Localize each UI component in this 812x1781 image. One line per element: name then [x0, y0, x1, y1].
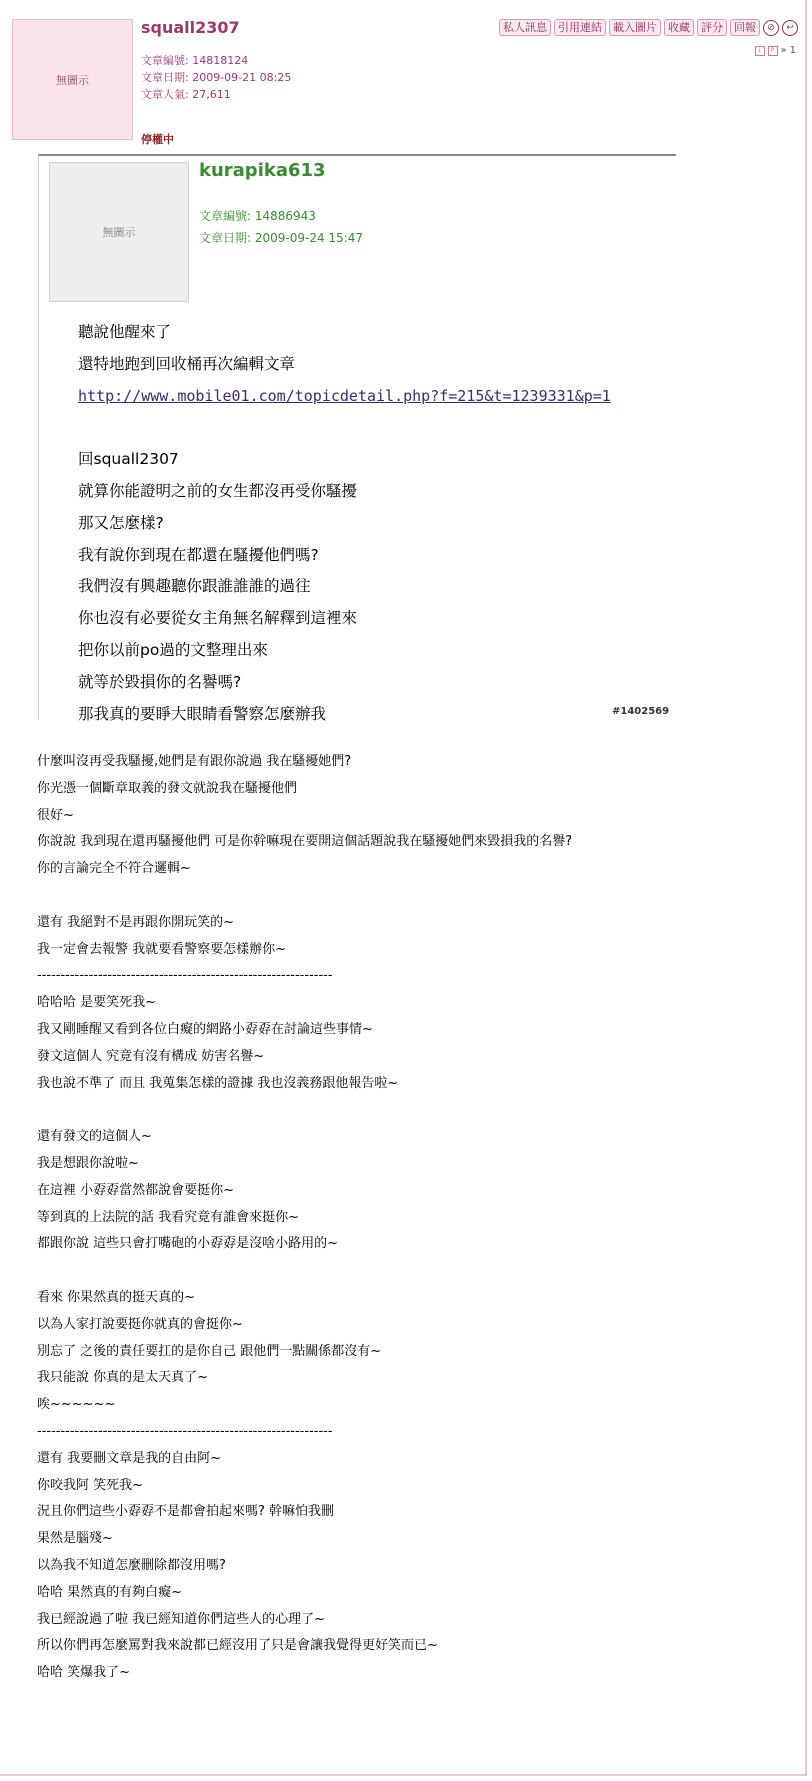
quote-line: 那又怎麼樣? [78, 513, 164, 532]
reply-circle-icon[interactable]: ↩ [782, 20, 798, 36]
body-line: 果然是腦殘~ [37, 1531, 113, 1547]
article-popularity: 文章人氣: 27,611 [141, 88, 231, 101]
quote-line: 我有說你到現在都還在騷擾他們嗎? [78, 545, 319, 564]
suspended-status: 停權中 [141, 133, 174, 146]
article-number: 文章編號: 14818124 [141, 54, 249, 67]
quote-article-date: 文章日期: 2009-09-24 15:47 [199, 231, 363, 245]
rate-button[interactable]: 評分 [697, 19, 727, 36]
body-line: 我已經說過了啦 我已經知道你們這些人的心理了~ [37, 1611, 326, 1627]
body-line: 你說說 我到現在還再騷擾他們 可是你幹嘛現在要開這個話題說我在騷擾她們來毀損我的名譽? [37, 834, 573, 850]
body-line: 很好~ [37, 807, 74, 823]
quote-link-button[interactable]: 引用連結 [554, 19, 606, 36]
quote-line: 把你以前po過的文整理出來 [78, 640, 268, 659]
author-name[interactable]: squall2307 [141, 18, 240, 37]
body-line: 都跟你說 這些只會打嘴砲的小孬孬是沒啥小路用的~ [37, 1236, 339, 1252]
body-line: 以為人家打說要挺你就真的會挺你~ [37, 1316, 243, 1332]
body-line: 還有 我要刪文章是我的自由阿~ [37, 1450, 222, 1466]
body-line [37, 883, 757, 910]
quote-line: 還特地跑到回收桶再次編輯文章 [78, 354, 296, 373]
body-line: 我只能說 你真的是太天真了~ [37, 1370, 209, 1386]
body-line [37, 1258, 757, 1285]
quoted-post-id[interactable]: #1402569 [612, 706, 670, 717]
body-line: 我一定會去報警 我就要看警察要怎樣辦你~ [37, 941, 287, 957]
body-line: 哈哈哈 是要笑死我~ [37, 995, 157, 1011]
body-line: --------------------------------------------------------------- [37, 968, 333, 984]
body-line: 我也說不準了 而且 我蒐集怎樣的證據 我也沒義務跟他報告啦~ [37, 1075, 399, 1091]
body-line: 還有發文的這個人~ [37, 1129, 152, 1145]
body-line: 哈哈 笑爆我了~ [37, 1665, 131, 1681]
body-line: 以為我不知道怎麼刪除都沒用嗎? [37, 1557, 226, 1573]
post-actions [499, 19, 798, 36]
body-line: 所以你們再怎麼罵對我來說都已經沒用了只是會讓我覺得更好笑而已~ [37, 1638, 438, 1654]
article-date: 文章日期: 2009-09-21 08:25 [141, 71, 292, 84]
quote-line: 那我真的要睜大眼睛看警察怎麼辦我 [78, 704, 327, 723]
load-images-button[interactable]: 載入圖片 [609, 19, 661, 36]
quote-line: 我們沒有興趣聽你跟誰誰誰的過往 [78, 577, 311, 596]
quote-article-number: 文章編號: 14886943 [199, 209, 316, 223]
body-line: 我是想跟你說啦~ [37, 1155, 139, 1171]
quote-link[interactable]: http://www.mobile01.com/topicdetail.php?f=215&t=1239331&p=1 [78, 386, 611, 405]
body-line: 發文這個人 究竟有沒有構成 妨害名譽~ [37, 1048, 265, 1064]
quote-line: 你也沒有必要從女主角無名解釋到這裡來 [78, 609, 358, 628]
arrow-down-icon[interactable]: ↓ [755, 46, 765, 56]
body-line: 哈哈 果然真的有夠白癡~ [37, 1584, 183, 1600]
quote-link-line [78, 381, 668, 413]
favorite-button[interactable]: 收藏 [664, 19, 694, 36]
page-p-icon[interactable]: P [768, 46, 778, 56]
body-line: 在這裡 小孬孬當然都說會要挺你~ [37, 1182, 235, 1198]
body-line: 還有 我絕對不是再跟你開玩笑的~ [37, 914, 235, 930]
quote-avatar[interactable] [49, 162, 189, 302]
avatar[interactable] [12, 19, 133, 140]
settings-circle-icon[interactable]: ⊘ [763, 20, 779, 36]
quote-line [78, 412, 668, 444]
body-line: 唉~~~~~~ [37, 1397, 116, 1413]
quote-line: 聽說他醒來了 [78, 323, 172, 341]
body-line: 你光憑一個斷章取義的發文就說我在騷擾他們 [37, 780, 298, 796]
pager-separator: » [780, 45, 787, 56]
quote-line: 回squall2307 [78, 450, 179, 469]
body-line: --------------------------------------------------------------- [37, 1423, 333, 1439]
body-line: 什麼叫沒再受我騷擾,她們是有跟你說過 我在騷擾她們? [37, 754, 352, 769]
pager-number[interactable]: 1 [789, 45, 796, 56]
body-line: 我又剛睡醒又看到各位白癡的網路小孬孬在討論這些事情~ [37, 1021, 373, 1037]
body-line: 你咬我阿 笑死我~ [37, 1477, 144, 1493]
quote-author-name[interactable]: kurapika613 [199, 160, 326, 181]
report-button[interactable]: 回報 [730, 19, 760, 36]
quote-body [78, 317, 668, 730]
body-line: 看來 你果然真的挺天真的~ [37, 1289, 196, 1305]
body-line: 等到真的上法院的話 我看究竟有誰會來挺你~ [37, 1209, 300, 1225]
body-line: 你的言論完全不符合邏輯~ [37, 861, 191, 877]
quote-avatar-placeholder-text: 無圖示 [102, 226, 136, 239]
avatar-placeholder-text: 無圖示 [56, 73, 89, 87]
quote-line: 就等於毀損你的名譽嗎? [78, 672, 242, 691]
post-pager [755, 45, 797, 56]
private-message-button[interactable]: 私人訊息 [499, 19, 551, 36]
body-line [37, 1097, 757, 1124]
post-body [37, 749, 757, 1687]
quote-line: 就算你能證明之前的女生都沒再受你騷擾 [78, 481, 358, 500]
body-line: 別忘了 之後的責任要扛的是你自己 跟他們一點關係都沒有~ [37, 1343, 382, 1359]
body-line: 況且你們這些小孬孬不是都會拍起來嗎? 幹嘛怕我刪 [37, 1504, 335, 1520]
